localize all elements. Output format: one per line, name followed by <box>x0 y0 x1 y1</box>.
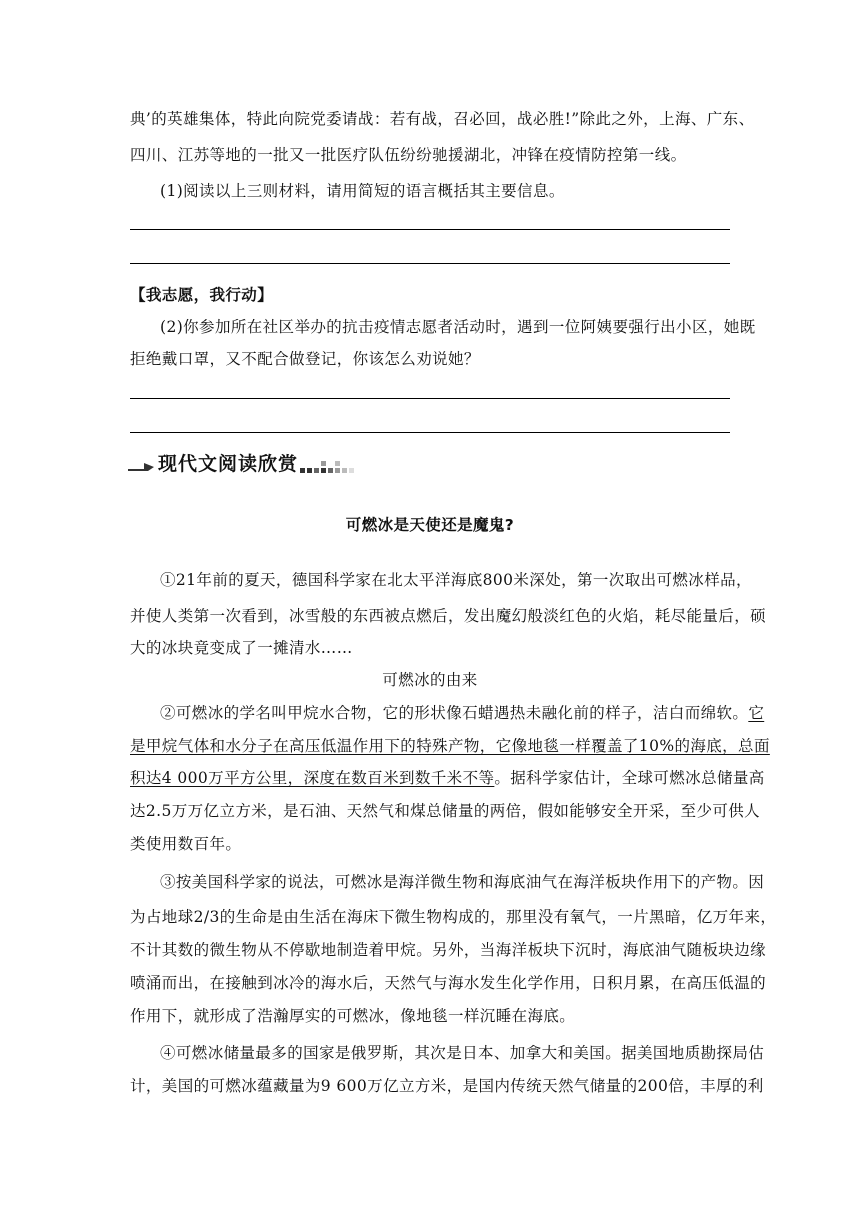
answer-line <box>130 432 730 433</box>
paragraph-3-line: 不计其数的微生物从不停歇地制造着甲烷。另外，当海洋板块下沉时，海底油气随板块边缘 <box>130 941 767 959</box>
paragraph-4-line: 计，美国的可燃冰蕴藏量为9 600万亿立方米，是国内传统天然气储量的200倍，丰厚的利 <box>130 1077 764 1095</box>
paragraph-2-line: 类使用数百年。 <box>130 835 242 853</box>
paragraph-1-line: 大的冰块竟变成了一摊清水…… <box>130 639 353 657</box>
answer-line <box>130 398 730 399</box>
answer-line <box>130 229 730 230</box>
paragraph-3-line: 喷涌而出，在接触到冰冷的海水后，天然气与海水发生化学作用，日积月累，在高压低温的 <box>130 974 767 992</box>
paragraph-1-line: 并使人类第一次看到，冰雪般的东西被点燃后，发出魔幻般淡红色的火焰，耗尽能量后，硕 <box>130 607 767 625</box>
top-line-1: 典’的英雄集体，特此向院党委请战：若有战，召必回，战必胜!”除此之外，上海、广东、 <box>130 110 755 128</box>
section-banner <box>128 451 358 479</box>
paragraph-2-line: 达2.5万万亿立方米，是石油、天然气和煤总储量的两倍，假如能够安全开采，至少可供人 <box>130 802 761 820</box>
article-title: 可燃冰是天使还是魔鬼? <box>345 516 515 534</box>
paragraph-2-text: ②可燃冰的学名叫甲烷水合物，它的形状像石蜡遇热未融化前的样子，洁白而绵软。 <box>160 704 749 722</box>
paragraph-2-line <box>130 768 765 788</box>
banner-arrow-icon <box>128 461 154 471</box>
banner-dots-decoration <box>300 458 360 476</box>
article-subheading: 可燃冰的由来 <box>382 671 478 689</box>
underlined-text: 是甲烷气体和水分子在高压低温作用下的特殊产物，它像地毯一样覆盖了10%的海底，总面 <box>130 737 770 755</box>
paragraph-2-text: 。据科学家估计，全球可燃冰总储量高 <box>494 769 765 787</box>
paragraph-3-line: 作用下，就形成了浩瀚厚实的可燃冰，像地毯一样沉睡在海底。 <box>130 1007 576 1025</box>
underlined-text: 它 <box>748 704 765 722</box>
underlined-text: 积达4 000万平方公里，深度在数百米到数千米不等 <box>130 769 495 787</box>
paragraph-2-line <box>160 703 764 723</box>
top-line-2: 四川、江苏等地的一批又一批医疗队伍纷纷驰援湖北，冲锋在疫情防控第一线。 <box>130 146 687 164</box>
question-1: (1)阅读以上三则材料，请用简短的语言概括其主要信息。 <box>160 182 565 200</box>
paragraph-1-line: ①21年前的夏天，德国科学家在北太平洋海底800米深处，第一次取出可燃冰样品， <box>160 571 752 589</box>
paragraph-3-line: ③按美国科学家的说法，可燃冰是海洋微生物和海底油气在海洋板块作用下的产物。因 <box>160 873 765 891</box>
banner-label: 现代文阅读欣赏 <box>158 453 299 475</box>
paragraph-4-line: ④可燃冰储量最多的国家是俄罗斯，其次是日本、加拿大和美国。据美国地质勘探局估 <box>160 1044 765 1062</box>
section-heading-volunteer: 【我志愿，我行动】 <box>130 286 274 304</box>
answer-line <box>130 263 730 264</box>
question-2-line-1: (2)你参加所在社区举办的抗击疫情志愿者活动时，遇到一位阿姨要强行出小区，她既 <box>160 318 756 336</box>
paragraph-3-line: 为占地球2/3的生命是由生活在海床下微生物构成的，那里没有氧气，一片黑暗，亿万年来， <box>130 908 777 926</box>
question-2-line-2: 拒绝戴口罩，又不配合做登记，你该怎么劝说她？ <box>130 350 480 368</box>
